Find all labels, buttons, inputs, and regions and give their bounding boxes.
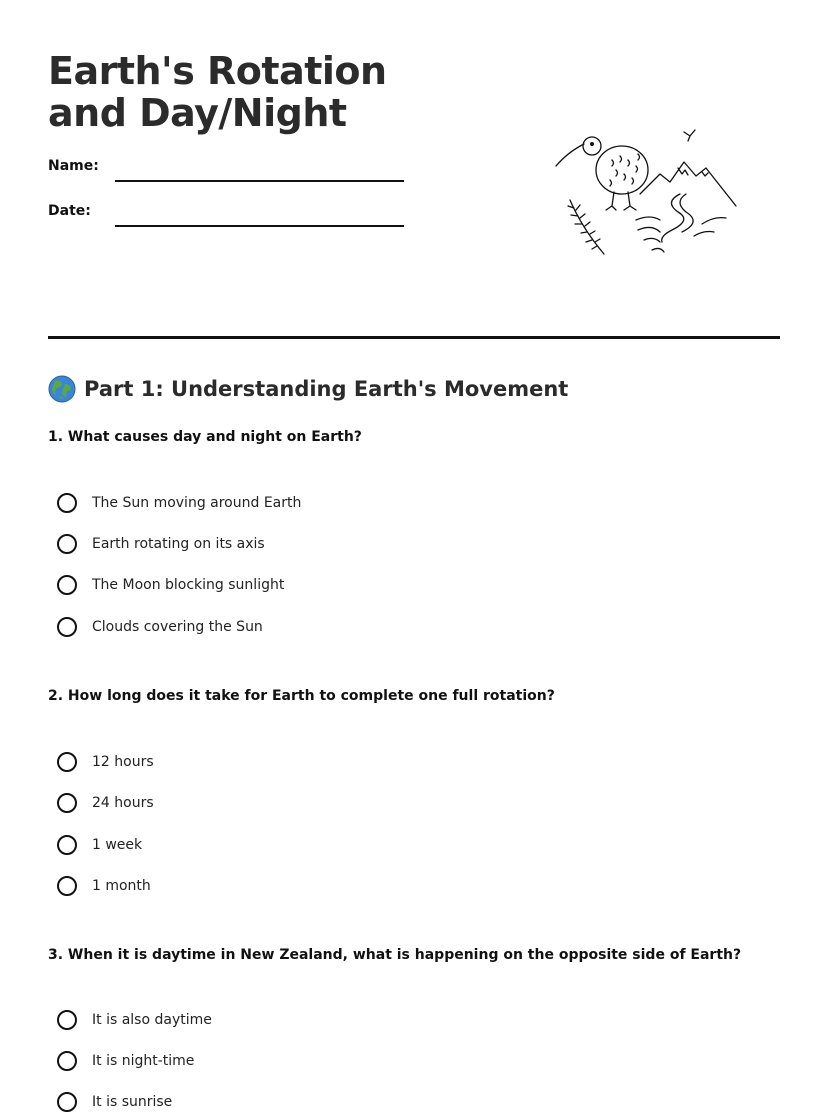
radio-button[interactable] — [57, 1092, 77, 1112]
radio-button[interactable] — [57, 534, 77, 554]
radio-button[interactable] — [57, 876, 77, 896]
radio-button[interactable] — [57, 1051, 77, 1071]
name-blank-line[interactable] — [115, 180, 404, 182]
q2-option-2[interactable] — [57, 790, 154, 816]
option-label: The Moon blocking sunlight — [92, 577, 285, 593]
kiwi-bird-mountains-illustration — [552, 124, 738, 260]
question-2: 2. How long does it take for Earth to complete one full rotation? — [48, 688, 555, 704]
radio-button[interactable] — [57, 493, 77, 513]
question-1: 1. What causes day and night on Earth? — [48, 429, 362, 445]
q1-option-2[interactable] — [57, 531, 265, 557]
section-divider — [48, 336, 780, 339]
option-label: 24 hours — [92, 795, 154, 811]
q3-option-3[interactable] — [57, 1089, 172, 1115]
option-label: It is sunrise — [92, 1094, 173, 1110]
radio-button[interactable] — [57, 575, 77, 595]
part1-title — [48, 374, 568, 404]
q2-option-4[interactable] — [57, 873, 151, 899]
globe-icon — [48, 375, 76, 403]
part1-title-text: Part 1: Understanding Earth's Movement — [84, 377, 569, 401]
radio-button[interactable] — [57, 1010, 77, 1030]
option-label: 1 week — [92, 837, 143, 853]
date-label: Date: — [48, 203, 91, 219]
q1-option-1[interactable] — [57, 490, 301, 516]
name-field[interactable] — [48, 158, 408, 182]
option-label: 1 month — [92, 878, 151, 894]
q2-option-1[interactable] — [57, 749, 154, 775]
date-blank-line[interactable] — [115, 225, 404, 227]
worksheet-title: Earth's Rotation and Day/Night — [48, 49, 387, 135]
q3-option-1[interactable] — [57, 1007, 212, 1033]
q2-option-3[interactable] — [57, 832, 142, 858]
option-label: Clouds covering the Sun — [92, 619, 263, 635]
question-3: 3. When it is daytime in New Zealand, what is happening on the opposite side of Earth? — [48, 947, 742, 963]
q1-option-3[interactable] — [57, 572, 284, 598]
radio-button[interactable] — [57, 835, 77, 855]
q1-option-4[interactable] — [57, 614, 263, 640]
option-label: Earth rotating on its axis — [92, 536, 265, 552]
radio-button[interactable] — [57, 752, 77, 772]
date-field[interactable] — [48, 203, 408, 227]
radio-button[interactable] — [57, 617, 77, 637]
q3-option-2[interactable] — [57, 1048, 194, 1074]
radio-button[interactable] — [57, 793, 77, 813]
option-label: It is night-time — [92, 1053, 195, 1069]
option-label: It is also daytime — [92, 1012, 212, 1028]
option-label: 12 hours — [92, 754, 154, 770]
option-label: The Sun moving around Earth — [92, 495, 302, 511]
name-label: Name: — [48, 158, 99, 174]
